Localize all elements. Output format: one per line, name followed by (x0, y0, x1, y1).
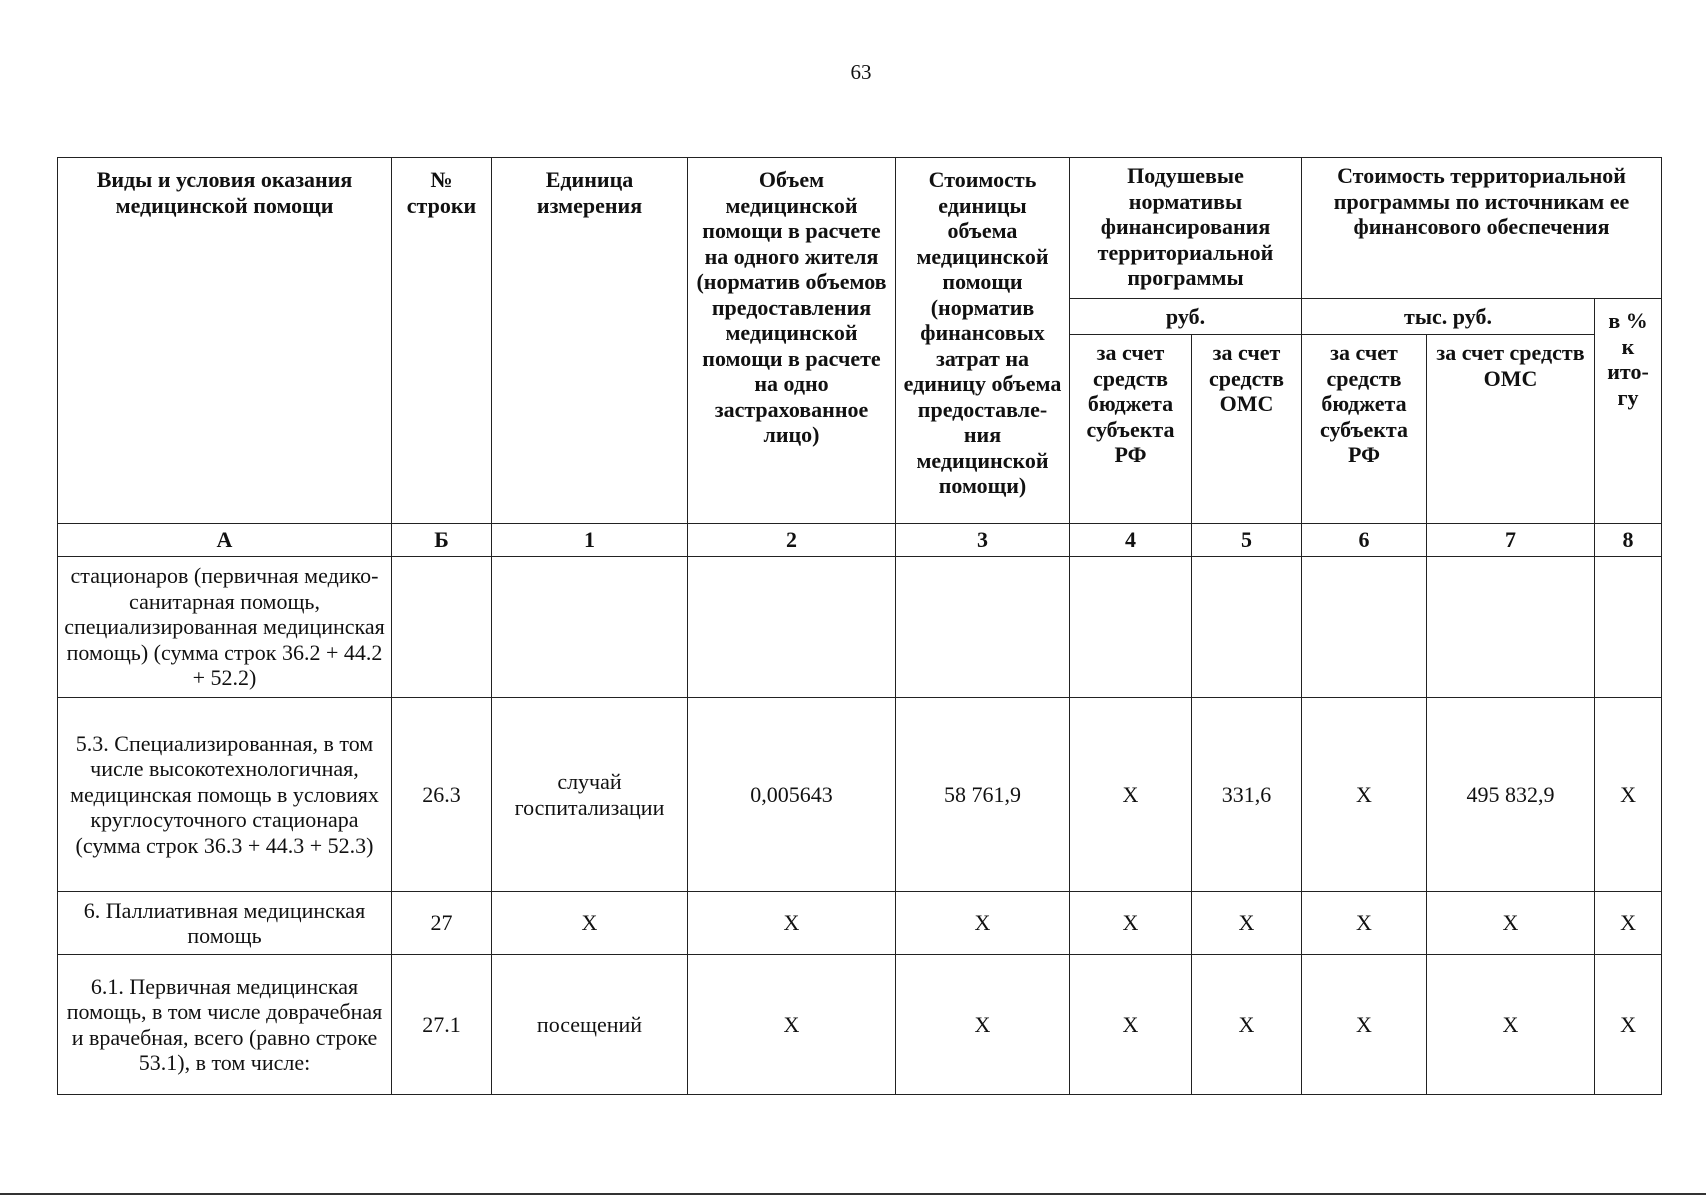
row-cell: X (1427, 892, 1595, 955)
row-cell: 495 832,9 (1427, 698, 1595, 892)
column-number: 6 (1302, 524, 1427, 557)
row-cell: 0,005643 (688, 698, 896, 892)
table-row (58, 698, 1662, 892)
row-cell (1302, 557, 1427, 698)
row-cell: X (1070, 955, 1192, 1095)
header-row-number: № строки (392, 158, 492, 524)
row-cell: 26.3 (392, 698, 492, 892)
row-cell (1070, 557, 1192, 698)
row-cell: 27 (392, 892, 492, 955)
row-name: 5.3. Специализированная, в том числе высокотехнологичная, медицинская помощь в условиях круглосуточного стационара (сумма строк 36.3 + 44.3 + 52.3) (58, 698, 392, 892)
header-percent-of-total: в % к ито-гу (1595, 299, 1662, 524)
row-cell: случай госпитализации (492, 698, 688, 892)
column-number: 1 (492, 524, 688, 557)
column-number: 3 (896, 524, 1070, 557)
column-number: 4 (1070, 524, 1192, 557)
row-cell: X (896, 955, 1070, 1095)
row-cell: X (1192, 955, 1302, 1095)
column-number: А (58, 524, 392, 557)
row-cell: X (1595, 698, 1662, 892)
row-cell: X (896, 892, 1070, 955)
row-cell: X (1595, 955, 1662, 1095)
header-unit: Единица измерения (492, 158, 688, 524)
column-number: 8 (1595, 524, 1662, 557)
row-cell: X (1070, 698, 1192, 892)
row-cell: X (1192, 892, 1302, 955)
header-budget-subject-rub: за счет средств бюджета субъекта РФ (1070, 335, 1192, 524)
header-types-and-conditions: Виды и условия оказания медицинской помощи (58, 158, 392, 524)
row-cell (492, 557, 688, 698)
column-number: 7 (1427, 524, 1595, 557)
row-cell: X (1427, 955, 1595, 1095)
header-unit-cost: Стоимость единицы объема медицинской помощи (норматив финансовых затрат на единицу объема предоставле-ния медицинской помощи) (896, 158, 1070, 524)
header-oms-rub: за счет средств ОМС (1192, 335, 1302, 524)
table-row (58, 557, 1662, 698)
row-name: 6.1. Первичная медицинская помощь, в том числе доврачебная и врачебная, всего (равно строке 53.1), в том числе: (58, 955, 392, 1095)
row-cell (392, 557, 492, 698)
row-cell (688, 557, 896, 698)
row-cell: 58 761,9 (896, 698, 1070, 892)
header-budget-subject-thousand: за счет средств бюджета субъекта РФ (1302, 335, 1427, 524)
header-oms-thousand: за счет средств ОМС (1427, 335, 1595, 524)
row-cell (896, 557, 1070, 698)
row-cell: X (688, 892, 896, 955)
row-cell: 27.1 (392, 955, 492, 1095)
row-name: 6. Паллиативная медицинская помощь (58, 892, 392, 955)
row-cell: X (1070, 892, 1192, 955)
table-row (58, 892, 1662, 955)
header-per-capita-norms: Подушевые нормативы финансирования территориальной программы (1070, 158, 1302, 299)
table-row (58, 955, 1662, 1095)
row-cell (1595, 557, 1662, 698)
scan-bottom-edge (0, 1193, 1706, 1195)
row-cell (1192, 557, 1302, 698)
row-cell: X (688, 955, 896, 1095)
header-unit-thousand-rub: тыс. руб. (1302, 299, 1595, 335)
row-cell: X (1302, 955, 1427, 1095)
row-cell: X (492, 892, 688, 955)
column-number: 2 (688, 524, 896, 557)
row-cell (1427, 557, 1595, 698)
page-number: 63 (850, 60, 872, 84)
row-cell: 331,6 (1192, 698, 1302, 892)
row-cell: X (1302, 892, 1427, 955)
row-name: стационаров (первичная медико-санитарная помощь, специализированная медицинская помощь) (сумма строк 36.2 + 44.2 + 52.2) (58, 557, 392, 698)
territorial-program-table (57, 157, 1662, 1095)
column-number: Б (392, 524, 492, 557)
header-program-cost: Стоимость территориальной программы по источникам ее финансового обеспечения (1302, 158, 1662, 299)
row-cell: X (1302, 698, 1427, 892)
header-unit-rub: руб. (1070, 299, 1302, 335)
row-cell: посещений (492, 955, 688, 1095)
column-number: 5 (1192, 524, 1302, 557)
header-volume-per-resident: Объем медицинской помощи в расчете на одного жителя (норматив объемов предоставления медицинской помощи в расчете на одно застрахованное лицо) (688, 158, 896, 524)
row-cell: X (1595, 892, 1662, 955)
